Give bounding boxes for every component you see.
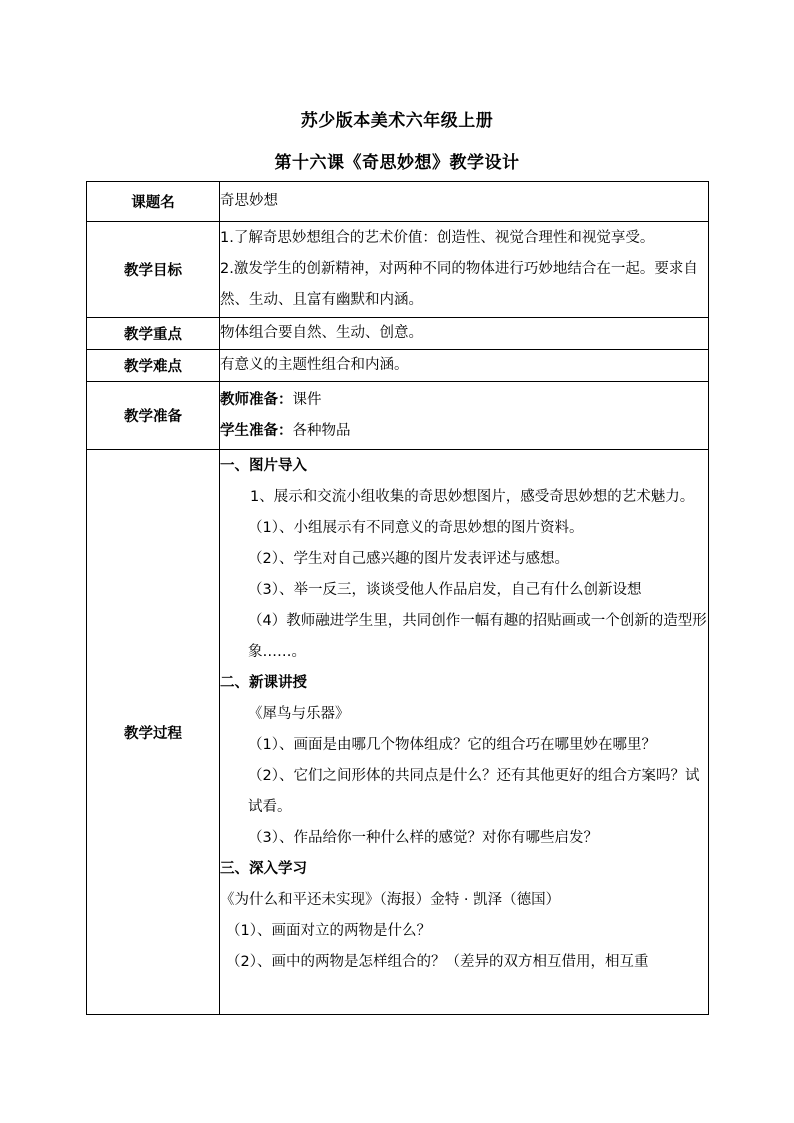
table-row-key-points xyxy=(87,318,709,350)
section-1-item-4: （4）教师融进学生里，共同创作一幅有趣的招贴画或一个创新的造型形象……。 xyxy=(248,613,707,660)
table-row-difficulties xyxy=(87,350,709,382)
document-title: 苏少版本美术六年级上册 xyxy=(300,111,494,131)
objective-2: 2.激发学生的创新精神，对两种不同的物体进行巧妙地结合在一起。要求自然、生动、且富有幽默和内涵。 xyxy=(220,261,698,308)
teacher-preparation xyxy=(220,385,708,416)
section-2-question-2: （2）、它们之间形体的共同点是什么？还有其他更好的组合方案吗？试试看。 xyxy=(248,768,700,815)
difficulties-label: 教学难点 xyxy=(87,350,220,382)
section-1-paragraph: 1、展示和交流小组收集的奇思妙想图片，感受奇思妙想的艺术魅力。 xyxy=(250,489,695,505)
process-cell xyxy=(220,450,709,1015)
student-preparation xyxy=(220,416,708,447)
teacher-preparation-label: 教师准备： xyxy=(220,391,293,408)
section-1-item-1: （1）、小组展示有不同意义的奇思妙想的图片资料。 xyxy=(248,520,584,536)
process-label: 教学过程 xyxy=(87,450,220,1015)
difficulties-value: 有意义的主题性组合和内涵。 xyxy=(220,350,709,382)
key-points-label: 教学重点 xyxy=(87,318,220,350)
section-2-question-3: （3）、作品给你一种什么样的感觉？对你有哪些启发？ xyxy=(248,830,598,846)
table-row-process xyxy=(87,450,709,1015)
process-content xyxy=(220,451,708,1012)
student-preparation-label: 学生准备： xyxy=(220,422,293,439)
section-1-item-3: （3）、举一反三，谈谈受他人作品启发，自己有什么创新设想 xyxy=(248,582,642,598)
topic-value: 奇思妙想 xyxy=(220,182,709,222)
objectives-cell xyxy=(220,222,709,318)
lesson-plan-table xyxy=(86,181,709,1015)
table-row-preparation xyxy=(87,382,709,450)
section-3-question-1: （1）、画面对立的两物是什么？ xyxy=(226,923,431,939)
teacher-preparation-value: 课件 xyxy=(292,391,322,408)
section-3-question-2: （2）、画中的两物是怎样组合的？（差异的双方相互借用，相互重 xyxy=(226,954,649,970)
preparation-label: 教学准备 xyxy=(87,382,220,450)
section-1-item-2: （2）、学生对自己感兴趣的图片发表评述与感想。 xyxy=(248,551,569,567)
section-2-question-1: （1）、画面是由哪几个物体组成？它的组合巧在哪里妙在哪里？ xyxy=(248,737,656,753)
preparation-cell xyxy=(220,382,709,450)
table-row-objectives xyxy=(87,222,709,318)
lesson-title: 第十六课《奇思妙想》教学设计 xyxy=(274,153,520,173)
objective-1: 1.了解奇思妙想组合的艺术价值：创造性、视觉合理性和视觉享受。 xyxy=(220,230,655,246)
topic-label: 课题名 xyxy=(87,182,220,222)
table-row-topic xyxy=(87,182,709,222)
section-2-artwork: 《犀鸟与乐器》 xyxy=(248,706,350,722)
key-points-value: 物体组合要自然、生动、创意。 xyxy=(220,318,709,350)
student-preparation-value: 各种物品 xyxy=(292,422,351,439)
section-3-artwork: 《为什么和平还未实现》（海报）金特 · 凯泽（德国） xyxy=(220,892,561,908)
section-3-heading: 三、深入学习 xyxy=(220,861,307,877)
section-1-heading: 一、图片导入 xyxy=(220,458,307,474)
section-2-heading: 二、新课讲授 xyxy=(220,675,307,691)
objectives-label: 教学目标 xyxy=(87,222,220,318)
